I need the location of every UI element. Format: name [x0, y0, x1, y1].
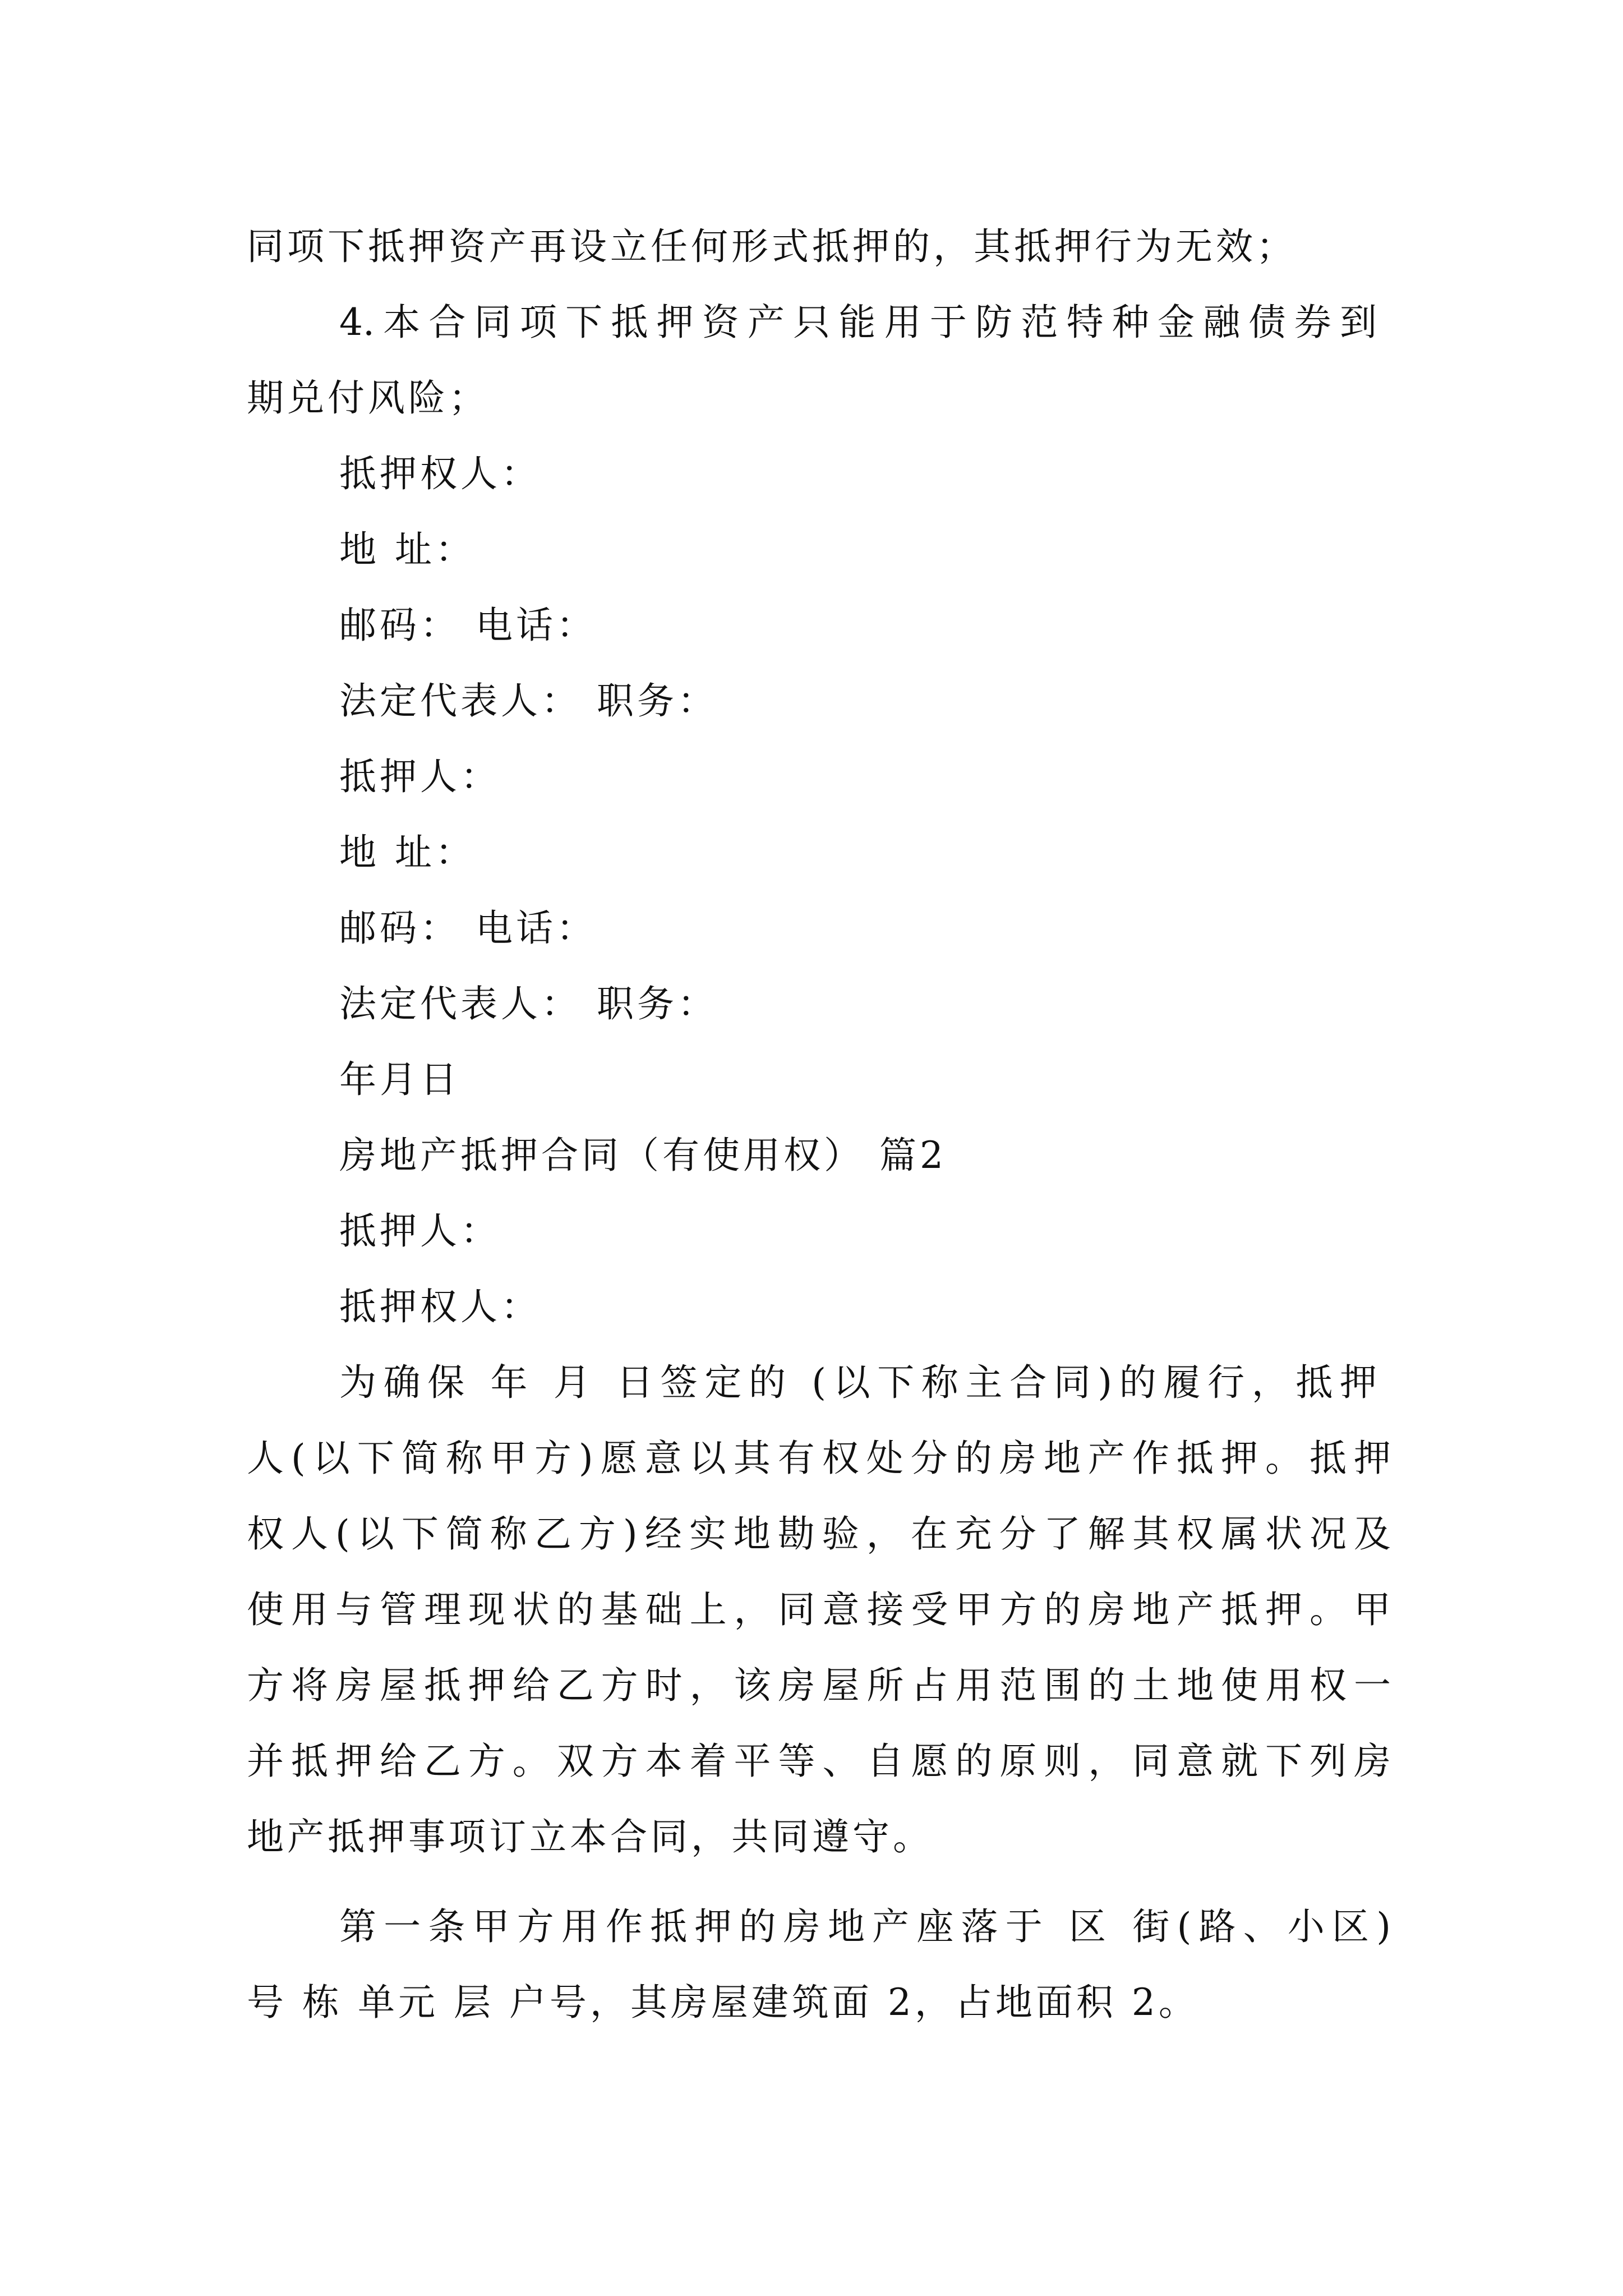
text-line: 使用与管理现状的基础上，同意接受甲方的房地产抵押。甲 [247, 1588, 1391, 1631]
text-line: 抵押人： [339, 755, 501, 798]
text-line: 抵押人： [339, 1209, 501, 1253]
text-line: 期兑付风险； [247, 376, 489, 420]
text-line: 邮码： 电话： [339, 907, 597, 950]
text-line: 法定代表人： 职务： [339, 982, 718, 1025]
text-line: 并抵押给乙方。双方本着平等、自愿的原则，同意就下列房 [247, 1740, 1391, 1783]
text-line: 年月日 [339, 1058, 460, 1101]
text-line: 第一条甲方用作抵押的房地产座落于 区 街(路、小区) [339, 1905, 1391, 1948]
section-heading: 房地产抵押合同（有使用权） 篇2 [339, 1134, 947, 1177]
text-line: 法定代表人： 职务： [339, 679, 718, 723]
text-line: 地产抵押事项订立本合同，共同遵守。 [247, 1815, 933, 1858]
text-line: 权人(以下简称乙方)经实地勘验，在充分了解其权属状况及 [247, 1512, 1391, 1556]
text-line: 抵押权人： [339, 1285, 541, 1328]
text-line: 同项下抵押资产再设立任何形式抵押的，其抵押行为无效； [247, 225, 1297, 268]
text-line: 人(以下简称甲方)愿意以其有权处分的房地产作抵押。抵押 [247, 1437, 1391, 1480]
text-line: 地 址： [339, 831, 476, 874]
text-line: 地 址： [339, 528, 476, 571]
text-line: 抵押权人： [339, 452, 541, 495]
text-line: 为确保 年 月 日签定的 (以下称主合同)的履行，抵押 [339, 1361, 1377, 1404]
text-line: 邮码： 电话： [339, 604, 597, 647]
text-line: 4.本合同项下抵押资产只能用于防范特种金融债券到 [339, 301, 1377, 344]
text-line: 方将房屋抵押给乙方时，该房屋所占用范围的土地使用权一 [247, 1664, 1391, 1707]
text-line: 号 栋 单元 层 户号，其房屋建筑面 2，占地面积 2。 [247, 1981, 1199, 2024]
